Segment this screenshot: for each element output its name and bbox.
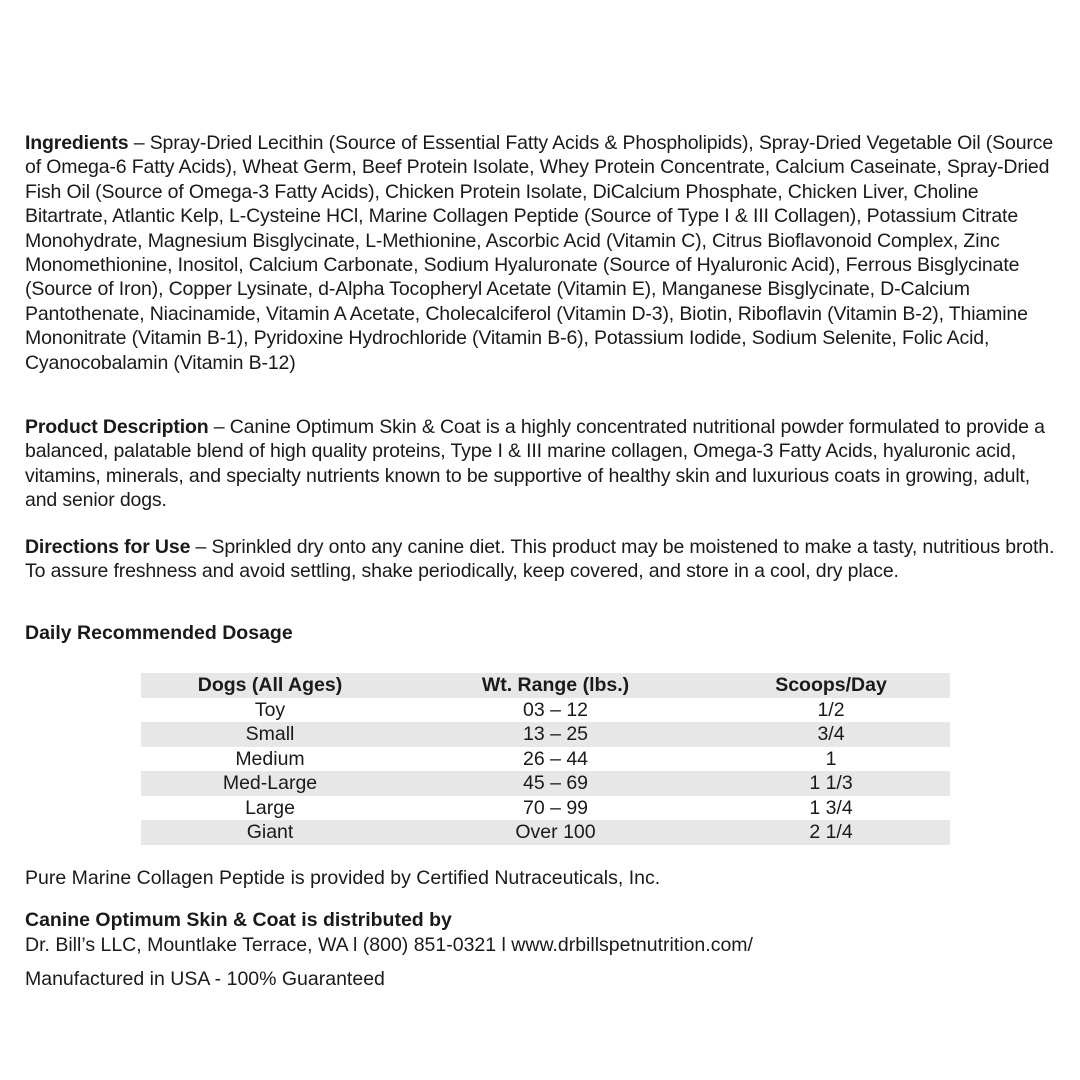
ingredients-label: Ingredients: [25, 132, 129, 154]
product-description-label: Product Description: [25, 416, 209, 438]
dosage-cell-weight: 03 – 12: [522, 698, 589, 721]
dosage-table-header-row: [141, 673, 950, 698]
directions-separator: –: [190, 536, 212, 558]
dosage-cell-weight: 26 – 44: [522, 747, 589, 770]
dosage-cell-scoops: 1/2: [817, 698, 845, 721]
dosage-table: [141, 673, 950, 845]
directions-paragraph: [25, 535, 1055, 584]
dosage-cell-weight: Over 100: [515, 821, 596, 843]
dosage-row-large: [141, 796, 950, 821]
distributor-heading: Canine Optimum Skin & Coat is distributed by: [25, 909, 452, 931]
dosage-header-scoops: Scoops/Day: [775, 674, 887, 696]
product-description-separator: –: [208, 416, 230, 438]
ingredients-separator: –: [128, 132, 150, 154]
dosage-cell-size: Med-Large: [222, 772, 318, 794]
dosage-cell-weight: 45 – 69: [522, 772, 589, 794]
dosage-cell-scoops: 1: [825, 747, 837, 770]
ingredients-paragraph: [25, 131, 1055, 375]
dosage-cell-size: Giant: [246, 821, 294, 843]
dosage-cell-scoops: 3/4: [817, 723, 845, 745]
dosage-row-small: [141, 722, 950, 747]
dosage-cell-size: Small: [245, 723, 295, 745]
dosage-heading: Daily Recommended Dosage: [25, 622, 293, 644]
dosage-cell-weight: 13 – 25: [522, 723, 589, 745]
dosage-header-weight: Wt. Range (lbs.): [481, 674, 630, 696]
product-description-paragraph: [25, 415, 1055, 513]
ingredients-text: Spray-Dried Lecithin (Source of Essential Fatty Acids & Phospholipids), Spray-Dried Vegetable Oil (Source of Omega-6 Fatty Acids), Wheat Germ, Beef Protein Isolate, Whey Protein Concentrate, Calcium Caseinate, Spray-Dried Fish Oil (Source of Omega-3 Fatty Acids), Chicken Protein Isolate, DiCalcium Phosphate, Chicken Liver, Choline Bitartrate, Atlantic Kelp, L-Cysteine HCl, Marine Collagen Peptide (Source of Type I & III Collagen), Potassium Citrate Monohydrate, Magnesium Bisglycinate, L-Methionine, Ascorbic Acid (Vitamin C), Citrus Bioflavonoid Complex, Zinc Monomethionine, Inositol, Calcium Carbonate, Sodium Hyaluronate (Source of Hyaluronic Acid), Ferrous Bisglycinate (Source of Iron), Copper Lysinate, d-Alpha Tocopheryl Acetate (Vitamin E), Manganese Bisglycinate, D-Calcium Pantothenate, Niacinamide, Vitamin A Acetate, Cholecalciferol (Vitamin D-3), Biotin, Riboflavin (Vitamin B-2), Thiamine Mononitrate (Vitamin B-1), Pyridoxine Hydrochloride (Vitamin B-6), Potassium Iodide, Sodium Selenite, Folic Acid, Cyanocobalamin (Vitamin B-12): [25, 132, 1054, 374]
dosage-cell-size: Large: [245, 796, 295, 819]
dosage-cell-size: Medium: [235, 747, 305, 770]
dosage-cell-scoops: 1 1/3: [809, 772, 853, 794]
dosage-header-dogs: Dogs (All Ages): [197, 674, 343, 696]
dosage-row-medium: [141, 747, 950, 772]
directions-label: Directions for Use: [25, 536, 191, 558]
dosage-row-giant: [141, 820, 950, 845]
dosage-row-toy: [141, 698, 950, 723]
directions-text: Sprinkled dry onto any canine diet. This product may be moistened to make a tasty, nutritious broth. To assure freshness and avoid settling, shake periodically, keep covered, and store in a cool, dry place.: [25, 536, 1055, 583]
product-description-text: Canine Optimum Skin & Coat is a highly concentrated nutritional powder formulated to provide a balanced, palatable blend of high quality proteins, Type I & III marine collagen, Omega-3 Fatty Acids, hyaluronic acid, vitamins, minerals, and specialty nutrients known to be supportive of healthy skin and luxurious coats in growing, adult, and senior dogs.: [25, 416, 1045, 512]
manufactured-in-text: Manufactured in USA - 100% Guaranteed: [25, 968, 385, 990]
dosage-row-med-large: [141, 771, 950, 796]
distributor-contact: Dr. Bill’s LLC, Mountlake Terrace, WA l (800) 851-0321 l www.drbillspetnutrition.com/: [25, 934, 753, 956]
dosage-cell-weight: 70 – 99: [522, 796, 589, 819]
dosage-cell-scoops: 2 1/4: [809, 821, 853, 843]
dosage-cell-scoops: 1 3/4: [809, 796, 853, 819]
collagen-credit-text: Pure Marine Collagen Peptide is provided by Certified Nutraceuticals, Inc.: [25, 867, 661, 889]
dosage-cell-size: Toy: [254, 698, 286, 721]
